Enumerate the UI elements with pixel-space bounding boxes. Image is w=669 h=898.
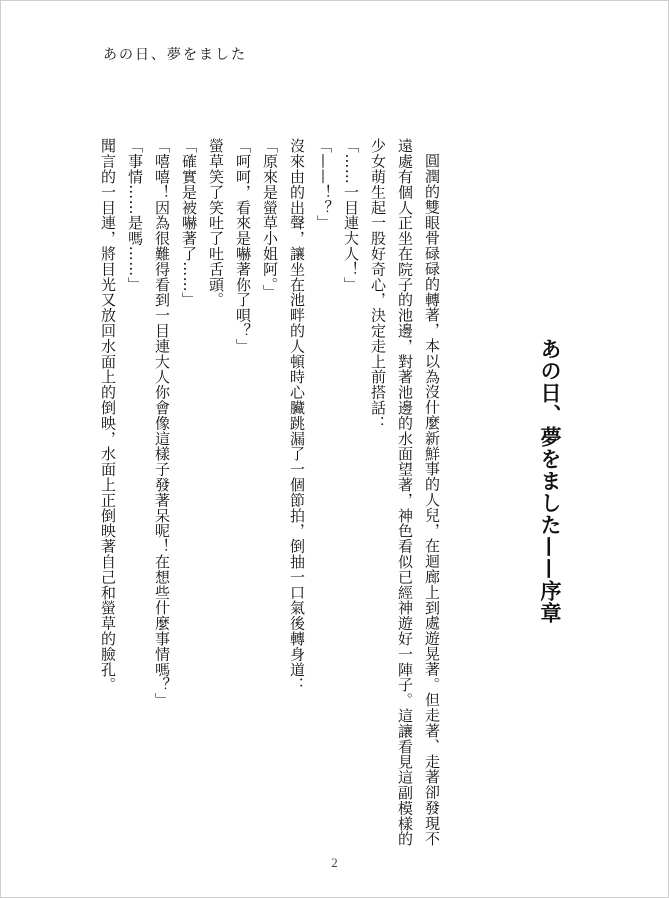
page-number: 2 [331,855,338,870]
paragraph-10: 「事情……是嗎……」 [126,138,144,292]
paragraph-5: 「原來是螢草小姐阿。」 [261,138,279,300]
paragraph-11: 聞言的一目連，將目光又放回水面上的倒映，水面上正倒映著自己和螢草的臉孔。 [99,138,117,693]
paragraph-2: 「……一目連大人！」 [342,138,360,292]
paragraph-3: 「——！？」 [315,138,333,231]
paragraph-1: 圓潤的雙眼骨碌碌的轉著，本以為沒什麼新鮮事的人兒，在迴廊上到處遊晃著。但走著、走著卻發現不遠處有個人正坐在院子的池邊，對著池邊的水面望著，神色看似已經神遊好一陣子。這讓看見這副模樣的少女萌生起一股好奇心，決定走上前搭話： [369,138,441,847]
paragraph-8: 「確實是被嚇著了……」 [180,138,198,308]
paragraph-9: 「嘻嘻！因為很難得看到一目連大人你會像這樣子發著呆呢！在想些什麼事情嗎？」 [153,138,171,708]
chapter-title: あの日、夢をました——序章 [538,338,563,624]
body-text [94,138,445,848]
paragraph-7: 螢草笑了笑吐了吐舌頭。 [207,138,225,308]
running-header: あの日、夢をました [103,47,247,63]
paragraph-4: 沒來由的出聲，讓坐在池畔的人頓時心臟跳漏了一個節拍，倒抽一口氣後轉身道： [288,138,306,693]
paragraph-6: 「呵呵，看來是嚇著你了唄？」 [234,138,252,354]
